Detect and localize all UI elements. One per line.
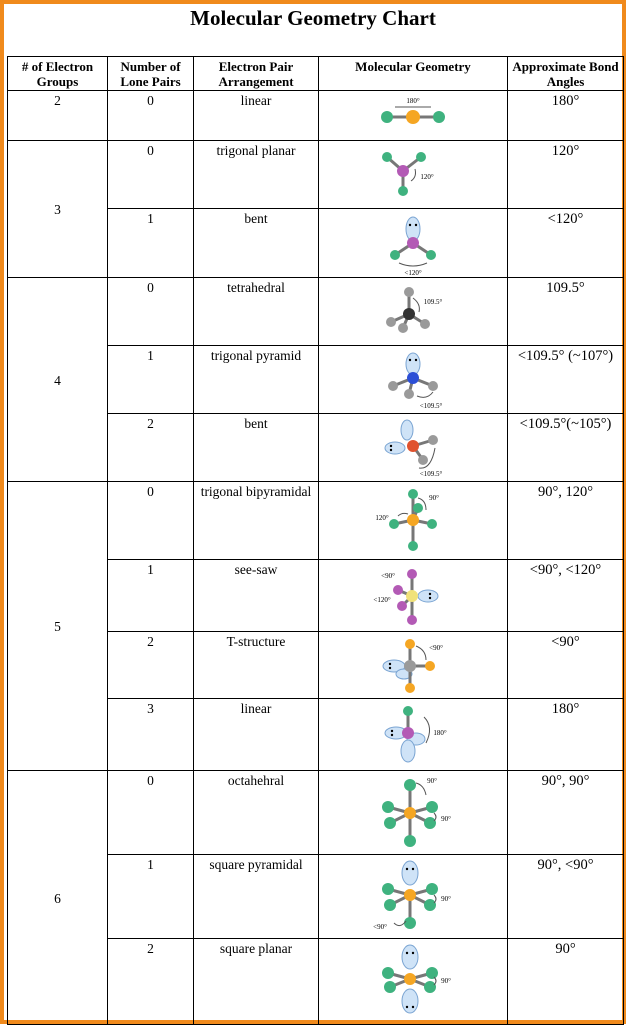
lone-pairs-cell: 2 <box>108 414 194 482</box>
arrangement-cell: bent <box>194 414 319 482</box>
svg-text:180°: 180° <box>406 97 420 105</box>
linear-molecule-icon <box>373 95 453 127</box>
svg-text:<90°: <90° <box>373 923 387 931</box>
trigonal-bipyramidal-molecule-icon <box>368 486 458 556</box>
lone-pairs-cell: 2 <box>108 939 194 1025</box>
bond-angle-cell: 180° <box>508 699 624 771</box>
geometry-cell <box>319 560 508 632</box>
tetrahedral-molecule-icon <box>373 282 453 340</box>
table-row <box>8 771 624 855</box>
lone-pairs-cell: 1 <box>108 855 194 939</box>
table-row <box>8 278 624 346</box>
arrangement-cell: linear <box>194 699 319 771</box>
trigonal-pyramid-molecule-icon <box>373 350 453 412</box>
bond-angle-cell: <120° <box>508 209 624 278</box>
bond-angle-cell: 180° <box>508 91 624 141</box>
bond-angle-cell: 90° <box>508 939 624 1025</box>
bent-molecule-icon <box>373 213 453 275</box>
bond-angle-cell: 90°, <90° <box>508 855 624 939</box>
geometry-cell <box>319 91 508 141</box>
octahedral-molecule-icon <box>368 775 458 851</box>
bond-angle-cell: <90° <box>508 632 624 699</box>
header-lone-pairs: Number of Lone Pairs <box>108 57 194 91</box>
t-structure-molecule-icon <box>368 636 458 698</box>
arrangement-cell: tetrahedral <box>194 278 319 346</box>
electron-group-count: 6 <box>8 771 108 1025</box>
electron-group-count: 3 <box>8 141 108 278</box>
electron-group-count: 4 <box>8 278 108 482</box>
lone-pairs-cell: 2 <box>108 632 194 699</box>
svg-text:<90°: <90° <box>381 572 395 580</box>
svg-text:90°: 90° <box>441 895 451 903</box>
arrangement-cell: square pyramidal <box>194 855 319 939</box>
geometry-cell <box>319 346 508 414</box>
bond-angle-cell: <109.5° (~107°) <box>508 346 624 414</box>
arrangement-cell: trigonal bipyramidal <box>194 482 319 560</box>
geometry-cell <box>319 699 508 771</box>
table-row <box>8 141 624 209</box>
lone-pairs-cell: 0 <box>108 482 194 560</box>
svg-text:<109.5°: <109.5° <box>419 402 443 410</box>
lone-pairs-cell: 0 <box>108 771 194 855</box>
header-geometry: Molecular Geometry <box>319 57 508 91</box>
svg-text:109.5°: 109.5° <box>423 298 443 306</box>
svg-text:90°: 90° <box>429 494 439 502</box>
electron-group-count: 2 <box>8 91 108 141</box>
svg-text:120°: 120° <box>375 514 389 522</box>
geometry-cell <box>319 209 508 278</box>
arrangement-cell: square planar <box>194 939 319 1025</box>
lone-pairs-cell: 1 <box>108 346 194 414</box>
svg-text:90°: 90° <box>441 815 451 823</box>
arrangement-cell: trigonal planar <box>194 141 319 209</box>
trigonal-planar-molecule-icon <box>373 145 453 203</box>
svg-text:<120°: <120° <box>404 269 422 277</box>
bond-angle-cell: <109.5°(~105°) <box>508 414 624 482</box>
svg-text:180°: 180° <box>433 729 447 737</box>
bond-angle-cell: 90°, 90° <box>508 771 624 855</box>
header-electron-groups: # of Electron Groups <box>8 57 108 91</box>
geometry-cell <box>319 771 508 855</box>
linear-lone-pairs-molecule-icon <box>368 703 458 769</box>
see-saw-molecule-icon <box>368 564 458 630</box>
table-row <box>8 91 624 141</box>
arrangement-cell: T-structure <box>194 632 319 699</box>
bent-tetrahedral-molecule-icon <box>373 418 453 480</box>
svg-text:90°: 90° <box>427 777 437 785</box>
lone-pairs-cell: 1 <box>108 209 194 278</box>
lone-pairs-cell: 1 <box>108 560 194 632</box>
geometry-cell <box>319 632 508 699</box>
page-title: Molecular Geometry Chart <box>190 6 436 30</box>
arrangement-cell: octahehral <box>194 771 319 855</box>
geometry-cell <box>319 939 508 1025</box>
bond-angle-cell: 120° <box>508 141 624 209</box>
geometry-cell <box>319 482 508 560</box>
bond-angle-cell: 90°, 120° <box>508 482 624 560</box>
arrangement-cell: trigonal pyramid <box>194 346 319 414</box>
lone-pairs-cell: 0 <box>108 278 194 346</box>
geometry-cell <box>319 141 508 209</box>
arrangement-cell: bent <box>194 209 319 278</box>
geometry-cell <box>319 414 508 482</box>
header-angles: Approximate Bond Angles <box>508 57 624 91</box>
geometry-cell <box>319 278 508 346</box>
table-row <box>8 482 624 560</box>
electron-group-count: 5 <box>8 482 108 771</box>
geometry-cell <box>319 855 508 939</box>
svg-text:<90°: <90° <box>429 644 443 652</box>
svg-text:90°: 90° <box>441 977 451 985</box>
svg-text:120°: 120° <box>420 173 434 181</box>
svg-text:<120°: <120° <box>373 596 391 604</box>
square-planar-molecule-icon <box>368 943 458 1021</box>
lone-pairs-cell: 0 <box>108 91 194 141</box>
header-row <box>8 57 624 91</box>
arrangement-cell: linear <box>194 91 319 141</box>
lone-pairs-cell: 3 <box>108 699 194 771</box>
bond-angle-cell: <90°, <120° <box>508 560 624 632</box>
arrangement-cell: see-saw <box>194 560 319 632</box>
geometry-table <box>7 56 624 1025</box>
square-pyramidal-molecule-icon <box>368 859 458 935</box>
svg-text:<109.5°: <109.5° <box>419 470 443 478</box>
bond-angle-cell: 109.5° <box>508 278 624 346</box>
header-arrangement: Electron Pair Arrangement <box>194 57 319 91</box>
lone-pairs-cell: 0 <box>108 141 194 209</box>
